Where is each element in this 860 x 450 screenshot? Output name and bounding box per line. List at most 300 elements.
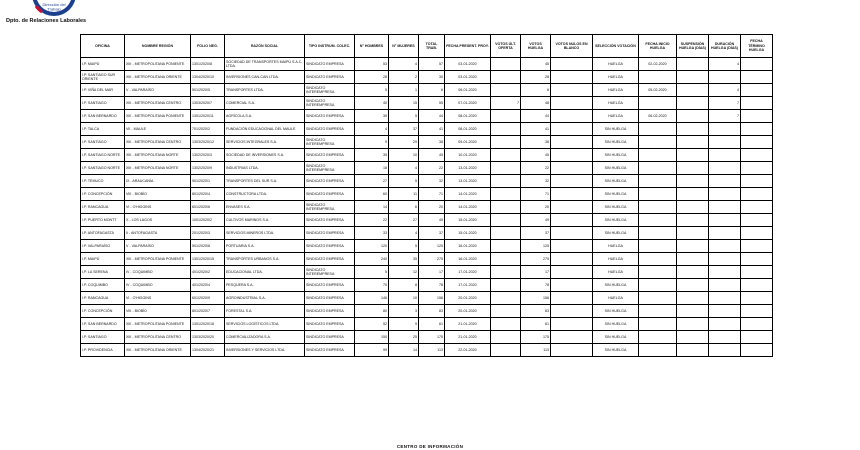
table-cell [639, 331, 677, 344]
table-row [81, 214, 773, 227]
table-cell [551, 136, 593, 149]
table-cell [551, 331, 593, 344]
table-cell: 5 [355, 84, 389, 97]
table-cell: 11 [389, 188, 419, 201]
table-row [81, 266, 773, 279]
table-cell: XIII - METROPOLITANA ORIENTE [125, 71, 191, 84]
table-cell [551, 97, 593, 110]
table-cell: 83 [419, 305, 445, 318]
table-cell [551, 266, 593, 279]
table-cell: 20 [419, 201, 445, 214]
table-cell [741, 331, 773, 344]
table-row [81, 253, 773, 266]
table-cell [639, 136, 677, 149]
table-cell: 601/2020/6 [191, 201, 225, 214]
table-cell: X - LOS LAGOS [125, 214, 191, 227]
table-cell [551, 201, 593, 214]
table-body [81, 58, 773, 357]
table-cell [551, 292, 593, 305]
table-cell [639, 253, 677, 266]
table-cell [491, 227, 521, 240]
table-cell: 06-01-2020 [445, 84, 491, 97]
table-cell [741, 292, 773, 305]
table-row [81, 331, 773, 344]
table-cell: 701/2020/2 [191, 123, 225, 136]
table-cell [741, 136, 773, 149]
table-cell [639, 97, 677, 110]
table-cell: 2 [389, 71, 419, 84]
table-cell: 5 [389, 110, 419, 123]
table-cell: 1001/2020/2 [191, 214, 225, 227]
table-cell [677, 123, 709, 136]
table-cell: SINDICATO EMPRESA [305, 58, 355, 71]
table-cell: XIII - METROPOLITANA CENTRO [125, 331, 191, 344]
table-cell: 44 [521, 110, 551, 123]
table-cell: TRANSPORTES DEL SUR S.A. [225, 175, 305, 188]
table-cell: VI - O'HIGGINS [125, 292, 191, 305]
table-cell: IV - COQUIMBO [125, 266, 191, 279]
table-cell: 09-01-2020 [445, 136, 491, 149]
table-cell [709, 344, 741, 357]
table-cell [639, 214, 677, 227]
table-cell [491, 266, 521, 279]
table-cell [639, 123, 677, 136]
table-cell: 71 [521, 188, 551, 201]
table-cell: 1302/2020/3 [191, 149, 225, 162]
table-cell [709, 279, 741, 292]
table-cell: XIII - METROPOLITANA CENTRO [125, 136, 191, 149]
table-cell: SERVICIOS INTEGRALES S.A. [225, 136, 305, 149]
table-cell [709, 136, 741, 149]
table-cell [551, 279, 593, 292]
table-cell: SIN HUELGA [593, 162, 639, 175]
column-header: N° HOMBRES [355, 35, 389, 58]
table-cell [551, 84, 593, 97]
table-cell: 48 [521, 97, 551, 110]
table-cell: 32 [521, 175, 551, 188]
table-cell: 37 [389, 123, 419, 136]
table-cell [677, 253, 709, 266]
table-cell: HUELGA [593, 58, 639, 71]
table-cell: XIII - METROPOLITANA PONIENTE [125, 318, 191, 331]
table-cell: 35 [389, 253, 419, 266]
table-row [81, 149, 773, 162]
table-cell: 55 [419, 97, 445, 110]
table-cell [741, 318, 773, 331]
table-row [81, 175, 773, 188]
table-cell: XIII - METROPOLITANA PONIENTE [125, 253, 191, 266]
table-cell [677, 58, 709, 71]
table-cell: 10-01-2020 [445, 149, 491, 162]
department-label: Dpto. de Relaciones Laborales [6, 18, 87, 24]
table-cell: 38 [419, 136, 445, 149]
table-cell: XIII - METROPOLITANA CENTRO [125, 97, 191, 110]
table-cell [639, 201, 677, 214]
table-cell: 20-01-2020 [445, 305, 491, 318]
table-cell: I.P. TEMUCO [81, 175, 125, 188]
table-cell [677, 175, 709, 188]
table-cell: 41 [521, 123, 551, 136]
column-header: FECHA PRESENT. PROY. [445, 35, 491, 58]
table-cell: 401/2020/4 [191, 279, 225, 292]
table-cell: 53 [355, 58, 389, 71]
column-header: SUSPENSIÓN HUELGA (DÍAS) [677, 35, 709, 58]
table-cell: SINDICATO EMPRESA [305, 175, 355, 188]
table-cell [709, 188, 741, 201]
table-cell: PESQUERA S.A. [225, 279, 305, 292]
table-cell [677, 305, 709, 318]
table-cell [741, 188, 773, 201]
table-cell: HUELGA [593, 97, 639, 110]
table-cell: 16-01-2020 [445, 240, 491, 253]
table-cell [639, 162, 677, 175]
table-cell [551, 162, 593, 175]
table-cell: I.P. SANTIAGO NORTE [81, 149, 125, 162]
table-cell [741, 227, 773, 240]
table-cell: IV - COQUIMBO [125, 279, 191, 292]
table-cell: PORTUARIA S.A. [225, 240, 305, 253]
table-cell: 17-01-2020 [445, 279, 491, 292]
table-cell: SINDICATO INTEREMPRESA [305, 201, 355, 214]
table-cell [741, 344, 773, 357]
table-cell: II - ANTOFAGASTA [125, 227, 191, 240]
table-cell: 60 [355, 188, 389, 201]
table-cell: 45 [521, 58, 551, 71]
table-cell: 49 [521, 214, 551, 227]
table-cell [551, 305, 593, 318]
table-cell: SINDICATO EMPRESA [305, 318, 355, 331]
table-cell [677, 71, 709, 84]
table-cell [709, 292, 741, 305]
table-cell: 601/2020/9 [191, 292, 225, 305]
table-cell [677, 292, 709, 305]
table-cell [639, 175, 677, 188]
table-cell: 33 [355, 227, 389, 240]
table-cell [491, 305, 521, 318]
table-cell: 05-02-2020 [639, 84, 677, 97]
table-cell: I.P. MAIPÚ [81, 58, 125, 71]
table-cell: I.P. CONCEPCIÓN [81, 305, 125, 318]
table-cell [677, 331, 709, 344]
table-cell: 21-01-2020 [445, 318, 491, 331]
table-cell: I.P. RANCAGUA [81, 292, 125, 305]
table-row [81, 227, 773, 240]
table-cell: INVERSIONES CAN-CAN LTDA. [225, 71, 305, 84]
table-row [81, 201, 773, 214]
table-cell [551, 253, 593, 266]
table-cell: SINDICATO INTEREMPRESA [305, 97, 355, 110]
table-cell [551, 318, 593, 331]
table-cell: I.P. SAN BERNARDO [81, 318, 125, 331]
logo [28, 0, 80, 16]
column-header: TOTAL TRAB. [419, 35, 445, 58]
table-cell [551, 110, 593, 123]
table-cell [741, 214, 773, 227]
table-cell: 45 [521, 149, 551, 162]
table-row [81, 188, 773, 201]
table-cell [677, 201, 709, 214]
logo-line-1: Dirección del [42, 2, 66, 7]
table-cell: HUELGA [593, 266, 639, 279]
table-cell: HUELGA [593, 240, 639, 253]
table-cell: 25 [389, 331, 419, 344]
table-cell [677, 97, 709, 110]
table-cell: 113 [521, 344, 551, 357]
table-cell: 49 [419, 214, 445, 227]
table-cell [551, 227, 593, 240]
table-cell: I.P. LA SERENA [81, 266, 125, 279]
table-cell [741, 58, 773, 71]
table-cell: 45 [419, 149, 445, 162]
table-cell [491, 84, 521, 97]
table-cell: 15-01-2020 [445, 214, 491, 227]
table-cell: XIII - METROPOLITANA NORTE [125, 149, 191, 162]
table-cell: 17 [419, 266, 445, 279]
table-row [81, 71, 773, 84]
table-cell: 9 [355, 136, 389, 149]
table-cell: 175 [419, 331, 445, 344]
table-cell: INVERSIONES Y SERVICIOS LTDA. [225, 344, 305, 357]
column-header: FECHA INICIO HUELGA [639, 35, 677, 58]
table-cell: V - VALPARAÍSO [125, 240, 191, 253]
table-cell [709, 227, 741, 240]
table-cell: I.P. ANTOFAGASTA [81, 227, 125, 240]
table-cell: XIII - METROPOLITANA PONIENTE [125, 110, 191, 123]
table-cell: I.P. PUERTO MONTT [81, 214, 125, 227]
table-cell: 08-01-2020 [445, 123, 491, 136]
table-cell: SIN HUELGA [593, 318, 639, 331]
table-cell: 1301/2020/11 [191, 110, 225, 123]
table-cell: CONSTRUCTORA LTDA. [225, 188, 305, 201]
table-cell [677, 110, 709, 123]
table-cell: HUELGA [593, 292, 639, 305]
table-cell: HUELGA [593, 84, 639, 97]
table-cell [639, 292, 677, 305]
table-cell [741, 175, 773, 188]
table-cell: 901/2020/1 [191, 175, 225, 188]
table-cell: 08-01-2020 [445, 110, 491, 123]
table-cell: AGROINDUSTRIAL S.A. [225, 292, 305, 305]
table-cell: 275 [521, 253, 551, 266]
table-cell: SINDICATO EMPRESA [305, 253, 355, 266]
table-cell: SERVICIOS LOGÍSTICOS LTDA. [225, 318, 305, 331]
table-row [81, 318, 773, 331]
table-row [81, 305, 773, 318]
column-header: VOTOS HUELGA [521, 35, 551, 58]
table-cell [709, 331, 741, 344]
table-cell: 501/2020/8 [191, 240, 225, 253]
table-cell: SIN HUELGA [593, 188, 639, 201]
table-cell: SINDICATO INTEREMPRESA [305, 266, 355, 279]
table-cell: TRANSPORTES LTDA. [225, 84, 305, 97]
table-cell: SINDICATO EMPRESA [305, 331, 355, 344]
table-cell [677, 279, 709, 292]
table-cell: 1301/2020/8 [191, 58, 225, 71]
table-cell: 201/2020/3 [191, 227, 225, 240]
table-cell: 5 [355, 266, 389, 279]
table-cell: 12 [389, 266, 419, 279]
table-cell: 61 [419, 318, 445, 331]
table-cell: 6 [521, 84, 551, 97]
table-cell: 57 [419, 58, 445, 71]
table-cell: ENVASES S.A. [225, 201, 305, 214]
table-cell: 27 [389, 214, 419, 227]
table-cell: 39 [355, 110, 389, 123]
table-cell: COMERCIALIZADORA S.A. [225, 331, 305, 344]
table-cell [491, 214, 521, 227]
table-row [81, 110, 773, 123]
table-cell: SOCIEDAD DE TRANSPORTES MAIPÚ S.A.C. LTDA. [225, 58, 305, 71]
table-cell: 13-01-2020 [445, 162, 491, 175]
table-cell: 156 [419, 292, 445, 305]
table-cell: 7 [709, 97, 741, 110]
table-cell [491, 110, 521, 123]
table-cell [677, 318, 709, 331]
table-cell: 1302/2020/9 [191, 162, 225, 175]
table-cell: 1304/2020/21 [191, 344, 225, 357]
table-cell: 80 [355, 305, 389, 318]
collective-bargaining-table [80, 34, 773, 357]
table-cell: I.P. VIÑA DEL MAR [81, 84, 125, 97]
table-cell: SINDICATO EMPRESA [305, 344, 355, 357]
table-cell [639, 149, 677, 162]
table-cell [551, 58, 593, 71]
table-cell [741, 84, 773, 97]
table-cell: SINDICATO EMPRESA [305, 279, 355, 292]
table-cell [677, 214, 709, 227]
shield-logo-icon [28, 0, 80, 16]
table-cell [639, 71, 677, 84]
table-cell: XIII - METROPOLITANA PONIENTE [125, 58, 191, 71]
table-cell: I.P. MAIPÚ [81, 253, 125, 266]
table-cell: SINDICATO EMPRESA [305, 149, 355, 162]
table-cell: 14 [389, 344, 419, 357]
table-cell: 1301/2020/15 [191, 253, 225, 266]
table-cell: SINDICATO INTEREMPRESA [305, 84, 355, 97]
table-cell: VI - O'HIGGINS [125, 201, 191, 214]
table-cell: 125 [521, 240, 551, 253]
table-cell [709, 162, 741, 175]
table-cell [491, 318, 521, 331]
table-cell [741, 279, 773, 292]
table-cell [741, 201, 773, 214]
table-cell: SINDICATO EMPRESA [305, 188, 355, 201]
table-cell: 1303/2020/12 [191, 136, 225, 149]
table-cell [677, 344, 709, 357]
table-cell: 801/2020/4 [191, 188, 225, 201]
table-cell: 15-01-2020 [445, 227, 491, 240]
table-cell: 1 [389, 84, 419, 97]
table-cell: XIII - METROPOLITANA ORIENTE [125, 344, 191, 357]
table-cell: 29 [389, 136, 419, 149]
column-header: TIPO INSTRUM. COLEC. [305, 35, 355, 58]
table-cell: 22 [419, 162, 445, 175]
table-cell [709, 253, 741, 266]
table-cell [677, 266, 709, 279]
table-cell: SINDICATO INTEREMPRESA [305, 162, 355, 175]
table-cell: CULTIVOS MARINOS S.A. [225, 214, 305, 227]
column-header: VOTOS ÚLT. OFERTA [491, 35, 521, 58]
table-cell: I.P. SAN BERNARDO [81, 110, 125, 123]
table-cell: 4 [389, 58, 419, 71]
table-row [81, 344, 773, 357]
table-cell: 146 [355, 292, 389, 305]
table-cell [677, 162, 709, 175]
table-cell: 35 [355, 149, 389, 162]
column-header: VOTOS NULOS EN BLANCO [551, 35, 593, 58]
table-row [81, 136, 773, 149]
logo-line-2: Trabajo [47, 6, 61, 12]
table-cell: 13-01-2020 [445, 175, 491, 188]
table-cell: SINDICATO EMPRESA [305, 292, 355, 305]
table-cell: I.P. PROVIDENCIA [81, 344, 125, 357]
table-cell: EDUCACIONAL LTDA. [225, 266, 305, 279]
table-cell [491, 279, 521, 292]
table-cell: 4 [709, 58, 741, 71]
table-cell: 17-01-2020 [445, 266, 491, 279]
table-cell: SIN HUELGA [593, 175, 639, 188]
table-cell [491, 201, 521, 214]
table-cell: 37 [521, 227, 551, 240]
table-row [81, 162, 773, 175]
table-cell [491, 292, 521, 305]
table-cell [709, 123, 741, 136]
table-cell: SIN HUELGA [593, 214, 639, 227]
table-cell [741, 240, 773, 253]
table-cell [491, 162, 521, 175]
table-cell: 240 [355, 253, 389, 266]
table-cell [709, 201, 741, 214]
table-cell: I.P. RANCAGUA [81, 201, 125, 214]
table-cell [709, 175, 741, 188]
table-cell: 61 [521, 318, 551, 331]
table-cell: FUNDACIÓN EDUCACIONAL DEL MAULE [225, 123, 305, 136]
table-row [81, 279, 773, 292]
table-cell: VIII - BIOBÍO [125, 305, 191, 318]
table-cell: SIN HUELGA [593, 305, 639, 318]
table-cell [491, 149, 521, 162]
table-cell: HUELGA [593, 71, 639, 84]
table-cell: SIN HUELGA [593, 123, 639, 136]
table-cell: 41 [419, 123, 445, 136]
column-header: N° MUJERES [389, 35, 419, 58]
table-cell [677, 84, 709, 97]
table-cell: 14 [355, 201, 389, 214]
table-cell [677, 136, 709, 149]
column-header: NOMBRE REGIÓN [125, 35, 191, 58]
table-cell: I.P. CONCEPCIÓN [81, 188, 125, 201]
table-cell: 20 [521, 201, 551, 214]
table-cell: 6 [389, 201, 419, 214]
column-header: FOLIO NEG. [191, 35, 225, 58]
table-cell: 06-02-2020 [639, 110, 677, 123]
table-cell: AGRÍCOLA S.A. [225, 110, 305, 123]
table-cell: 4 [389, 227, 419, 240]
table-cell: 22-01-2020 [445, 344, 491, 357]
table-cell [491, 71, 521, 84]
table-cell: 28 [355, 71, 389, 84]
table-row [81, 58, 773, 71]
table-row [81, 97, 773, 110]
table-cell: COMERCIAL S.A. [225, 97, 305, 110]
column-header: SELECCIÓN VOTACIÓN [593, 35, 639, 58]
table-cell: I.P. SANTIAGO [81, 97, 125, 110]
table-cell: 801/2020/7 [191, 305, 225, 318]
table-cell [639, 305, 677, 318]
table-cell [709, 240, 741, 253]
table-cell: SINDICATO EMPRESA [305, 227, 355, 240]
table-cell: SERVICIOS MINEROS LTDA. [225, 227, 305, 240]
